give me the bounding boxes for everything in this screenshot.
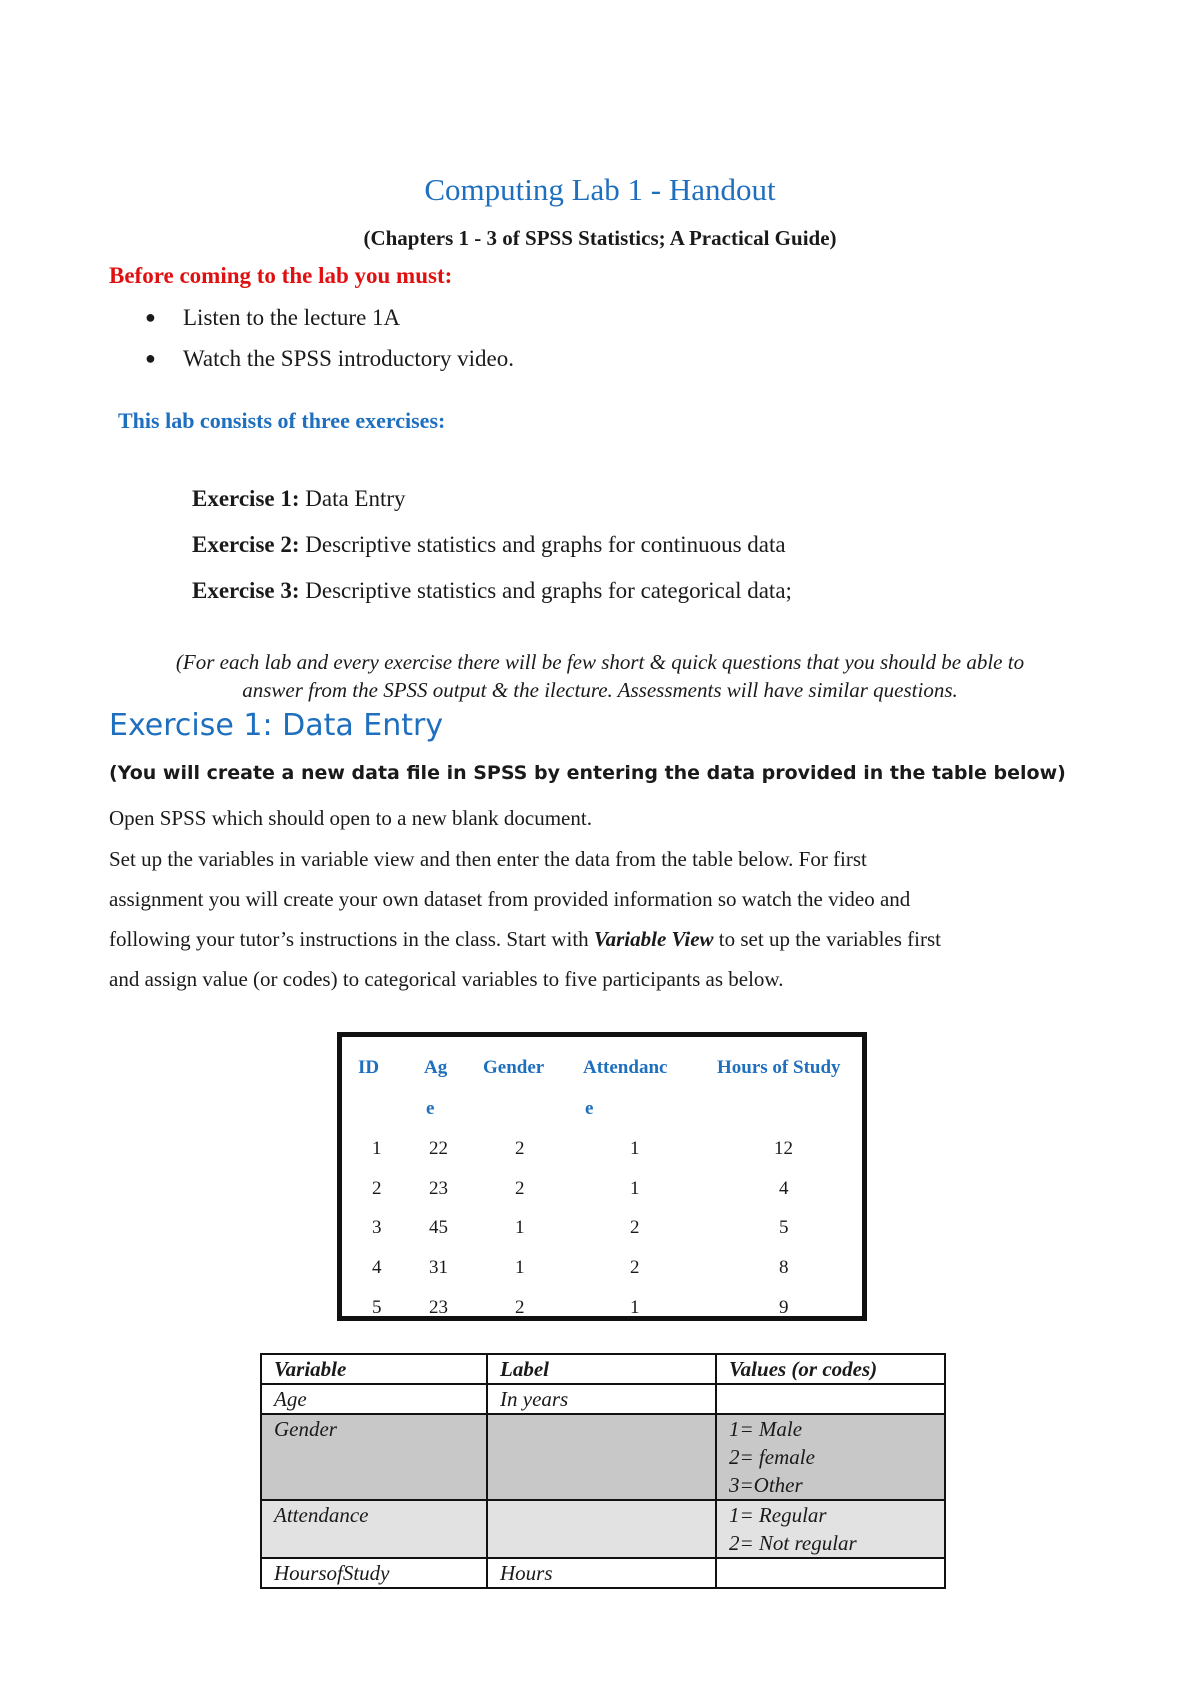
cell-label: In years bbox=[487, 1384, 716, 1414]
table-row bbox=[261, 1354, 945, 1384]
exercise1-heading: Exercise 1: Data Entry bbox=[109, 708, 444, 743]
page-subtitle: (Chapters 1 - 3 of SPSS Statistics; A Practical Guide) bbox=[363, 226, 837, 250]
cell-values bbox=[716, 1414, 945, 1500]
paragraph-line bbox=[109, 927, 941, 952]
table-cell: 2 bbox=[515, 1138, 525, 1159]
value-code: 1= Regular bbox=[729, 1503, 827, 1527]
cell-variable: Attendance bbox=[261, 1500, 487, 1558]
exercise-item bbox=[192, 486, 406, 512]
exercise-label: Exercise 3: bbox=[192, 578, 300, 603]
table-cell: 1 bbox=[630, 1178, 640, 1199]
page-title: Computing Lab 1 - Handout bbox=[424, 172, 776, 207]
list-item-text: Listen to the lecture 1A bbox=[183, 305, 401, 330]
col-header-attendance: Attendanc bbox=[583, 1057, 668, 1078]
variable-table bbox=[260, 1353, 946, 1589]
exercise-text: Descriptive statistics and graphs for categorical data; bbox=[299, 578, 792, 603]
table-cell: 9 bbox=[779, 1297, 789, 1318]
exercise-item bbox=[192, 532, 786, 558]
cell-variable: Gender bbox=[261, 1414, 487, 1500]
table-cell: 31 bbox=[429, 1257, 448, 1278]
note-line: (For each lab and every exercise there will be few short & quick questions that you should be able to bbox=[175, 650, 1025, 674]
cell-variable: Age bbox=[261, 1384, 487, 1414]
cell-values bbox=[716, 1558, 945, 1588]
table-cell: 2 bbox=[372, 1178, 382, 1199]
paragraph-line: Set up the variables in variable view and then enter the data from the table below. For first bbox=[109, 847, 867, 871]
table-cell: 12 bbox=[774, 1138, 793, 1159]
table-row bbox=[261, 1384, 945, 1414]
col-header-hours: Hours of Study bbox=[717, 1057, 841, 1078]
table-cell: 4 bbox=[372, 1257, 382, 1278]
table-cell: 2 bbox=[515, 1297, 525, 1318]
list-item-text: Watch the SPSS introductory video. bbox=[183, 346, 514, 371]
exercise-label: Exercise 2: bbox=[192, 532, 300, 557]
col-header-age-wrap: e bbox=[426, 1098, 435, 1119]
table-cell: 23 bbox=[429, 1178, 448, 1199]
paragraph-line: Open SPSS which should open to a new blank document. bbox=[109, 806, 592, 830]
table-cell: 22 bbox=[429, 1138, 448, 1159]
table-cell: 45 bbox=[429, 1217, 448, 1238]
table-cell: 1 bbox=[515, 1257, 525, 1278]
col-header-attendance-wrap: e bbox=[585, 1098, 594, 1119]
cell-label bbox=[487, 1414, 716, 1500]
table-cell: 1 bbox=[630, 1138, 640, 1159]
table-cell: 4 bbox=[779, 1178, 789, 1199]
table-cell: 5 bbox=[779, 1217, 789, 1238]
table-cell: 5 bbox=[372, 1297, 382, 1318]
note-line: answer from the SPSS output & the ilecture. Assessments will have similar questions. bbox=[242, 678, 958, 702]
bullet-icon: ● bbox=[145, 348, 156, 368]
paragraph-text: to set up the variables first bbox=[713, 927, 941, 951]
exercise-label: Exercise 1: bbox=[192, 486, 300, 511]
cell-values bbox=[716, 1500, 945, 1558]
list-item bbox=[145, 346, 514, 372]
table-cell: 2 bbox=[515, 1178, 525, 1199]
value-code: 2= Not regular bbox=[729, 1531, 857, 1555]
value-code: 3=Other bbox=[729, 1473, 803, 1497]
table-cell: 1 bbox=[372, 1138, 382, 1159]
table-row bbox=[261, 1500, 945, 1558]
note-paragraph bbox=[100, 648, 1100, 704]
data-table bbox=[337, 1032, 867, 1321]
col-header-gender: Gender bbox=[483, 1057, 545, 1078]
cell-label bbox=[487, 1500, 716, 1558]
col-header-age: Ag bbox=[424, 1057, 448, 1078]
header-variable: Variable bbox=[261, 1354, 487, 1384]
value-code: 1= Male bbox=[729, 1417, 803, 1441]
exercise-item bbox=[192, 578, 792, 604]
table-cell: 23 bbox=[429, 1297, 448, 1318]
table-cell: 1 bbox=[515, 1217, 525, 1238]
exercise1-subheading: (You will create a new data file in SPSS by entering the data provided in the table below) bbox=[109, 762, 1066, 784]
table-cell: 2 bbox=[630, 1257, 640, 1278]
table-cell: 2 bbox=[630, 1217, 640, 1238]
header-values: Values (or codes) bbox=[716, 1354, 945, 1384]
list-item bbox=[145, 305, 400, 331]
bullet-icon: ● bbox=[145, 307, 156, 327]
table-cell: 8 bbox=[779, 1257, 789, 1278]
cell-label: Hours bbox=[487, 1558, 716, 1588]
col-header-id: ID bbox=[358, 1057, 380, 1078]
table-row bbox=[261, 1558, 945, 1588]
table-cell: 1 bbox=[630, 1297, 640, 1318]
table-row bbox=[261, 1414, 945, 1500]
variable-view-emphasis: Variable View bbox=[593, 927, 714, 951]
paragraph-line: assignment you will create your own dataset from provided information so watch the video and bbox=[109, 887, 911, 911]
consists-heading: This lab consists of three exercises: bbox=[118, 408, 446, 433]
exercise-text: Data Entry bbox=[299, 486, 406, 511]
cell-values bbox=[716, 1384, 945, 1414]
value-code: 2= female bbox=[729, 1445, 815, 1469]
paragraph-line: and assign value (or codes) to categorical variables to five participants as below. bbox=[109, 967, 784, 991]
table-cell: 3 bbox=[372, 1217, 382, 1238]
paragraph-text: following your tutor’s instructions in the class. Start with bbox=[109, 927, 594, 951]
exercise-text: Descriptive statistics and graphs for continuous data bbox=[299, 532, 786, 557]
header-label: Label bbox=[487, 1354, 716, 1384]
before-heading: Before coming to the lab you must: bbox=[109, 263, 453, 288]
cell-variable: HoursofStudy bbox=[261, 1558, 487, 1588]
